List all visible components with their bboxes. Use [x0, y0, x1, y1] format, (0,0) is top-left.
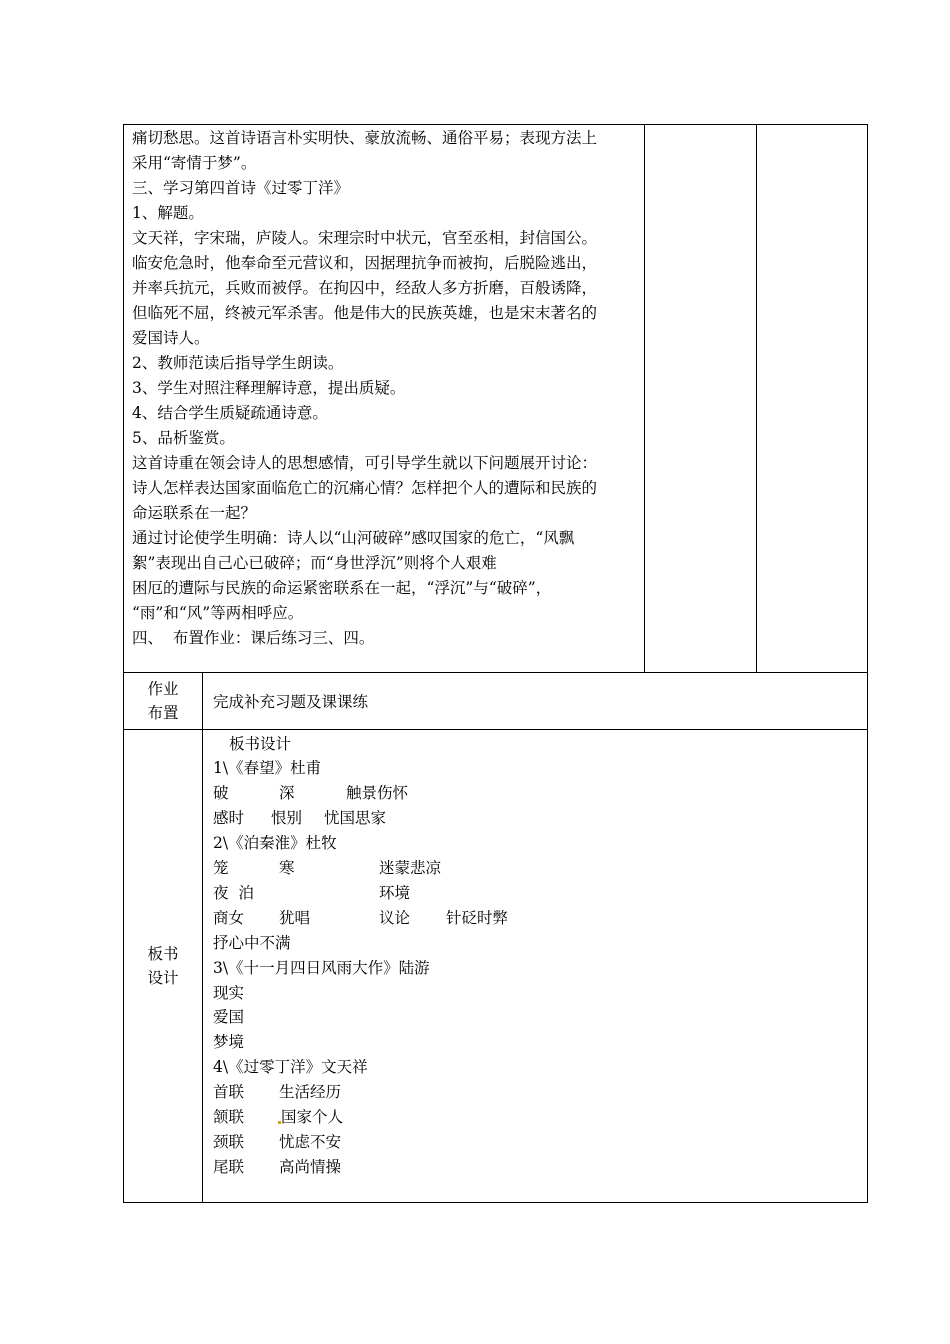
board-cell: 夜 泊 — [213, 884, 254, 902]
row-divider-board-top — [123, 729, 868, 730]
board-cell: 尾联 — [213, 1158, 245, 1176]
board-cell: 忧国思家 — [324, 809, 387, 827]
board-cell: 首联 — [213, 1083, 245, 1101]
board-poem-2-heading: 2\《泊秦淮》杜牧 — [213, 834, 337, 852]
column-divider-2 — [756, 124, 757, 673]
board-cell: 爱国 — [213, 1008, 245, 1026]
table-bottom-border — [123, 1202, 868, 1203]
lesson-line: 痛切愁思。这首诗语言朴实明快、豪放流畅、通俗平易；表现方法上 — [132, 129, 598, 147]
board-cell: 犹唱 — [279, 909, 311, 927]
board-cell: 破 — [213, 784, 229, 802]
board-cell: 针砭时弊 — [446, 909, 509, 927]
lesson-line: 采用“寄情于梦”。 — [132, 154, 257, 172]
lesson-line: 通过讨论使学生明确：诗人以“山河破碎”感叹国家的危亡，“风飘 — [132, 529, 575, 547]
lesson-line: 2、教师范读后指导学生朗读。 — [132, 354, 344, 372]
table-left-border — [123, 124, 124, 1203]
lesson-line: 5、品析鉴赏。 — [132, 429, 235, 447]
lesson-line: 但临死不屈，终被元军杀害。他是伟大的民族英雄，也是宋末著名的 — [132, 304, 598, 322]
lesson-line: 3、学生对照注释理解诗意，提出质疑。 — [132, 379, 406, 397]
lesson-line: 并率兵抗元，兵败而被俘。在拘囚中，经敌人多方折磨，百般诱降， — [132, 279, 598, 297]
board-label — [124, 942, 202, 990]
label-column-divider — [202, 672, 203, 1203]
board-cell: 梦境 — [213, 1033, 245, 1051]
board-cell: 忧虑不安 — [279, 1133, 342, 1151]
lesson-line: 絮”表现出自己心已破碎；而“身世浮沉”则将个人艰难 — [132, 554, 497, 572]
board-cell: 恨别 — [271, 809, 303, 827]
board-cell: 深 — [279, 784, 295, 802]
board-cell: 颔联 — [213, 1108, 245, 1126]
table-right-border — [867, 124, 868, 1203]
board-cell: 国家个人 — [281, 1108, 344, 1126]
board-poem-4-heading: 4\《过零丁洋》文天祥 — [213, 1058, 368, 1076]
lesson-line: “雨”和“风”等两相呼应。 — [132, 604, 304, 622]
board-cell: 笼 — [213, 859, 229, 877]
homework-content: 完成补充习题及课课练 — [213, 693, 369, 711]
lesson-line: 文天祥，字宋瑞，庐陵人。宋理宗时中状元，官至丞相，封信国公。 — [132, 229, 598, 247]
homework-label — [124, 677, 202, 725]
lesson-line: 命运联系在一起？ — [132, 504, 257, 522]
board-title: 板书设计 — [229, 735, 292, 753]
board-cell: 高尚情操 — [279, 1158, 342, 1176]
board-poem-3-heading: 3\《十一月四日风雨大作》陆游 — [213, 959, 430, 977]
board-cell: 生活经历 — [279, 1083, 342, 1101]
lesson-line: 4、结合学生质疑疏通诗意。 — [132, 404, 328, 422]
lesson-line: 三、学习第四首诗《过零丁洋》 — [132, 179, 350, 197]
board-cell: 商女 — [213, 909, 245, 927]
column-divider-1 — [644, 124, 645, 673]
board-cell: 迷蒙悲凉 — [379, 859, 442, 877]
board-cell: 感时 — [213, 809, 245, 827]
board-label-line-1: 板书 — [147, 945, 179, 963]
board-cell: 环境 — [379, 884, 411, 902]
board-cell: 抒心中不满 — [213, 934, 291, 952]
board-label-line-2: 设计 — [147, 969, 179, 987]
lesson-line: 这首诗重在领会诗人的思想感情，可引导学生就以下问题展开讨论： — [132, 454, 598, 472]
lesson-line: 1、解题。 — [132, 204, 204, 222]
board-cell: 寒 — [279, 859, 295, 877]
homework-label-line-2: 布置 — [147, 704, 179, 722]
board-poem-1-heading: 1\《春望》杜甫 — [213, 759, 322, 777]
board-cell: 议论 — [379, 909, 411, 927]
lesson-line: 爱国诗人。 — [132, 329, 210, 347]
homework-label-line-1: 作业 — [147, 680, 179, 698]
board-cell: 现实 — [213, 984, 245, 1002]
lesson-line: 四、 布置作业：课后练习三、四。 — [132, 629, 375, 647]
board-cell: 颈联 — [213, 1133, 245, 1151]
lesson-line: 诗人怎样表达国家面临危亡的沉痛心情？怎样把个人的遭际和民族的 — [132, 479, 598, 497]
board-cell: 触景伤怀 — [346, 784, 409, 802]
lesson-line: 临安危急时，他奉命至元营议和，因据理抗争而被拘，后脱险逃出， — [132, 254, 598, 272]
lesson-line: 困厄的遭际与民族的命运紧密联系在一起，“浮沉”与“破碎”， — [132, 579, 552, 597]
